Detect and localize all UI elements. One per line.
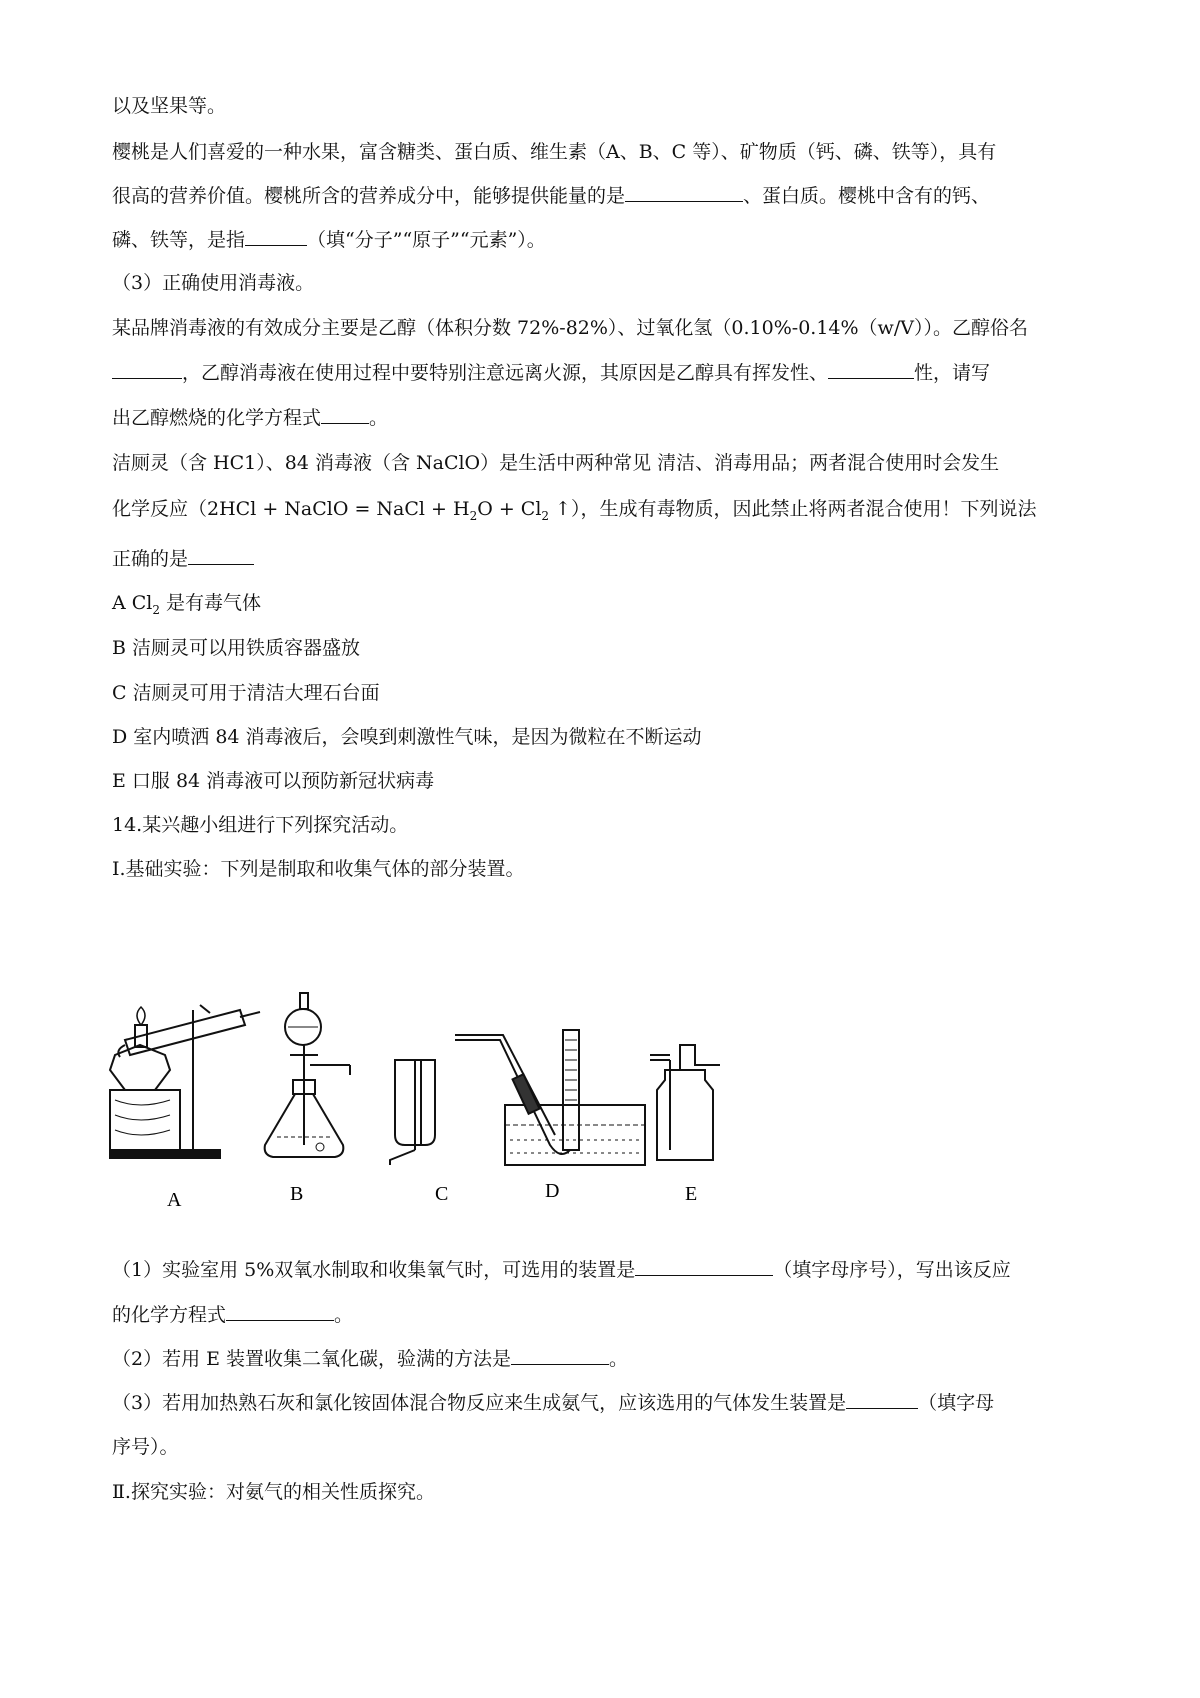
question-14: 14.某兴趣小组进行下列探究活动。 [112, 814, 409, 836]
answer-blank[interactable] [321, 405, 369, 424]
option-a: A $Cl_2$ 是有毒气体 [112, 592, 262, 617]
text-line: 的化学方程式 。 [112, 1304, 354, 1326]
label-b: B [290, 1183, 304, 1205]
answer-blank[interactable] [226, 1302, 334, 1321]
answer-blank[interactable] [188, 546, 254, 565]
text-line: 洁厕灵（含 HC1）、84 消毒液（含 NaClO）是生活中两种常见 清洁、消毒用品；两者混合使用时会发生 [112, 452, 1000, 474]
label-e: E [685, 1183, 698, 1205]
text-line: 正确的是 [112, 546, 1110, 572]
answer-blank[interactable] [245, 227, 307, 246]
chemical-equation: 2HCl + NaClO = NaCl + $H_2O + Cl_2$ ↑ [207, 498, 572, 523]
option-d: D 室内喷洒 84 消毒液后，会嗅到刺激性气味，是因为微粒在不断运动 [112, 726, 702, 748]
answer-blank[interactable] [828, 360, 914, 379]
text-line: （2）若用 E 装置收集二氧化碳，验满的方法是 。 [112, 1348, 629, 1370]
text-line: 磷、铁等，是指 （填“分子”“原子”“元素”）。 [112, 229, 546, 251]
apparatus-figure [105, 985, 805, 1235]
text-line: （3）若用加热熟石灰和氯化铵固体混合物反应来生成氨气，应该选用的气体发生装置是 （填字母 [112, 1392, 995, 1414]
answer-blank[interactable] [511, 1346, 609, 1365]
answer-blank[interactable] [635, 1257, 773, 1276]
apparatus-c [390, 1060, 435, 1165]
option-e: E 口服 84 消毒液可以预防新冠状病毒 [112, 770, 435, 792]
answer-blank[interactable] [625, 183, 743, 202]
apparatus-e [650, 1045, 720, 1160]
text-line: ，乙醇消毒液在使用过程中要特别注意远离火源，其原因是乙醇具有挥发性、 性，请写 [112, 360, 1110, 386]
label-c: C [435, 1183, 449, 1205]
text-line: 序号）。 [112, 1436, 179, 1458]
text-line: 樱桃是人们喜爱的一种水果，富含糖类、蛋白质、维生素（A、B、C 等）、矿物质（钙、磷、铁等），具有 [112, 141, 997, 163]
text-line: 某品牌消毒液的有效成分主要是乙醇（体积分数 72%-82%）、过氧化氢（0.10%-0.14%（w/V））。乙醇俗名 [112, 317, 1028, 339]
text-line: 以及坚果等。 [112, 95, 227, 117]
text-line: 出乙醇燃烧的化学方程式 。 [112, 407, 389, 429]
section-heading: （3）正确使用消毒液。 [112, 272, 315, 294]
section-heading: Ⅱ.探究实验：对氨气的相关性质探究。 [112, 1481, 435, 1503]
answer-blank[interactable] [112, 360, 182, 379]
option-b: B 洁厕灵可以用铁质容器盛放 [112, 637, 361, 659]
section-heading: I.基础实验：下列是制取和收集气体的部分装置。 [112, 858, 525, 880]
label-d: D [545, 1180, 560, 1202]
apparatus-b [265, 993, 350, 1157]
answer-blank[interactable] [846, 1390, 918, 1409]
text-line: 化学反应（2HCl + NaClO = NaCl + $H_2O + Cl_2$ ↑），生成有毒物质，因此禁止将两者混合使用！下列说法 [112, 498, 1037, 523]
text-line: 很高的营养价值。樱桃所含的营养成分中，能够提供能量的是 、蛋白质。樱桃中含有的钙、 [112, 185, 991, 207]
apparatus-a [110, 1005, 260, 1158]
text-line: （1）实验室用 5%双氧水制取和收集氧气时，可选用的装置是 （填字母序号），写出该反应 [112, 1259, 1011, 1281]
apparatus-d [455, 1030, 645, 1165]
option-c: C 洁厕灵可用于清洁大理石台面 [112, 682, 380, 704]
label-a: A [167, 1189, 182, 1211]
